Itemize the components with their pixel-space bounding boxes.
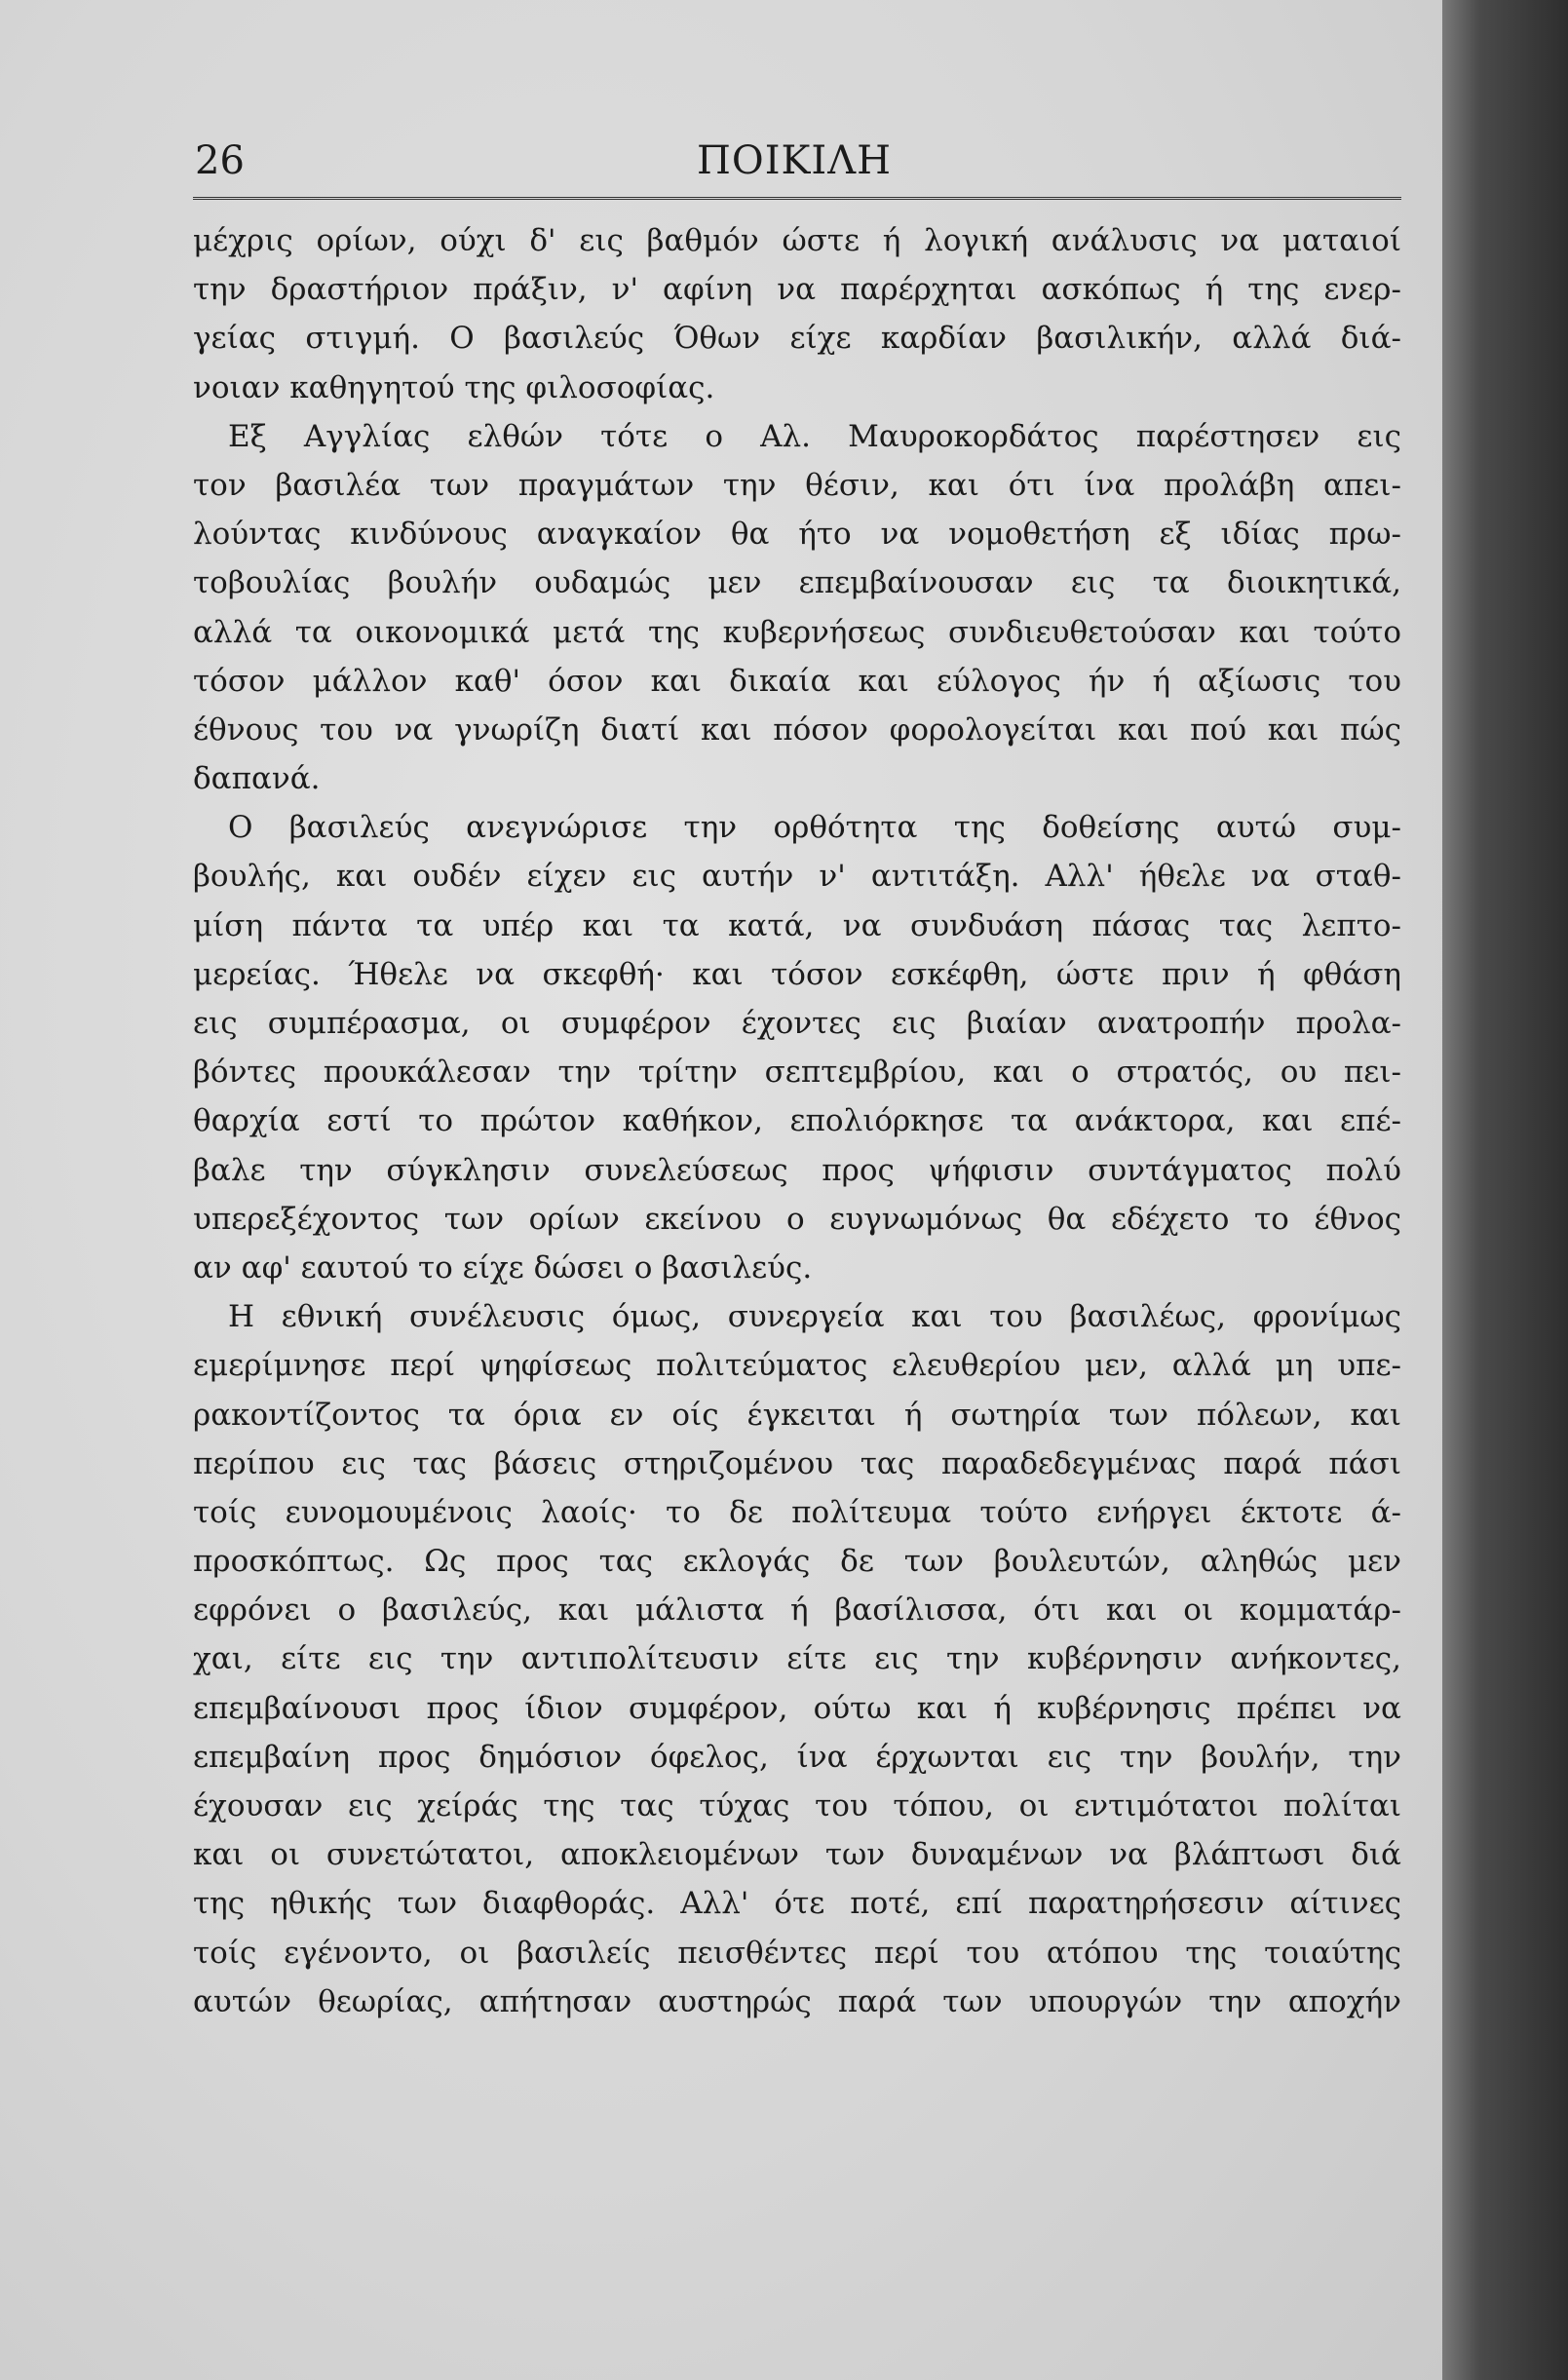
text-line: της ηθικής των διαφθοράς. Αλλ' ότε ποτέ, επί παρατηρήσεσιν αίτινες — [193, 1886, 1401, 1922]
text-line: αυτών θεωρίας, απήτησαν αυστηρώς παρά των υπουργών την αποχήν — [193, 1983, 1401, 2019]
header-rule — [193, 193, 1401, 200]
text-line: τοίς ευνομουμένοις λαοίς· το δε πολίτευμα τούτο ενήργει έκτοτε ά- — [193, 1494, 1401, 1530]
text-line: γείας στιγμή. Ο βασιλεύς Όθων είχε καρδίαν βασιλικήν, αλλά διά- — [193, 321, 1401, 357]
text-line: νοιαν καθηγητού της φιλοσοφίας. — [193, 369, 715, 405]
text-line: θαρχία εστί το πρώτον καθήκον, επολιόρκησε τα ανάκτορα, και επέ- — [193, 1103, 1401, 1139]
text-line: Εξ Αγγλίας ελθών τότε ο Αλ. Μαυροκορδάτος παρέστησεν εις — [228, 418, 1401, 454]
text-line: βαλε την σύγκλησιν συνελεύσεως προς ψήφισιν συντάγματος πολύ — [193, 1152, 1401, 1188]
text-line: αλλά τα οικονομικά μετά της κυβερνήσεως συνδιευθετούσαν και τούτο — [193, 614, 1401, 650]
text-line: αν αφ' εαυτού το είχε δώσει ο βασιλεύς. — [193, 1249, 813, 1286]
running-head — [195, 132, 1394, 190]
text-line: Ο βασιλεύς ανεγνώρισε την ορθότητα της δοθείσης αυτώ συμ- — [228, 810, 1401, 846]
text-line: ρακοντίζοντος τα όρια εν οίς έγκειται ή σωτηρία των πόλεων, και — [193, 1397, 1401, 1433]
text-line: βουλής, και ουδέν είχεν εις αυτήν ν' αντιτάξη. Αλλ' ήθελε να σταθ- — [193, 859, 1401, 895]
text-line: έχουσαν εις χείράς της τας τύχας του τόπου, οι εντιμότατοι πολίται — [193, 1788, 1401, 1823]
text-line: τόσον μάλλον καθ' όσον και δικαία και εύλογος ήν ή αξίωσις του — [193, 663, 1401, 699]
text-line: προσκόπτως. Ως προς τας εκλογάς δε των βουλευτών, αληθώς μεν — [193, 1544, 1401, 1580]
text-line: μέχρις ορίων, ούχι δ' εις βαθμόν ώστε ή λογική ανάλυσις να ματαιοί — [193, 223, 1401, 258]
text-line: μερείας. Ήθελε να σκεφθή· και τόσον εσκέφθη, ώστε πριν ή φθάση — [193, 956, 1401, 992]
book-gutter — [1442, 0, 1568, 2380]
text-line: επεμβαίνη προς δημόσιον όφελος, ίνα έρχωνται εις την βουλήν, την — [193, 1739, 1401, 1775]
text-line: τοίς εγένοντο, οι βασιλείς πεισθέντες περί του ατόπου της τοιαύτης — [193, 1935, 1401, 1971]
text-line: βόντες προυκάλεσαν την τρίτην σεπτεμβρίου, και ο στρατός, ου πει- — [193, 1055, 1401, 1091]
body-text — [193, 216, 1401, 2026]
running-title: ΠΟΙΚΙΛΗ — [697, 138, 892, 183]
text-line: Η εθνική συνέλευσις όμως, συνεργεία και του βασιλέως, φρονίμως — [228, 1299, 1401, 1335]
text-line: εις συμπέρασμα, οι συμφέρον έχοντες εις βιαίαν ανατροπήν προλα- — [193, 1006, 1401, 1041]
text-line: τοβουλίας βουλήν ουδαμώς μεν επεμβαίνουσαν εις τα διοικητικά, — [193, 565, 1401, 601]
text-line: εμερίμνησε περί ψηφίσεως πολιτεύματος ελευθερίου μεν, αλλά μη υπε- — [193, 1348, 1401, 1384]
text-line: χαι, είτε εις την αντιπολίτευσιν είτε εις την κυβέρνησιν ανήκοντες, — [193, 1641, 1401, 1677]
text-line: υπερεξέχοντος των ορίων εκείνου ο ευγνωμόνως θα εδέχετο το έθνος — [193, 1201, 1401, 1237]
text-line: περίπου εις τας βάσεις στηριζομένου τας παραδεδεγμένας παρά πάσι — [193, 1445, 1401, 1481]
text-line: λούντας κινδύνους αναγκαίον θα ήτο να νομοθετήση εξ ιδίας πρω- — [193, 517, 1401, 553]
text-line: έθνους του να γνωρίζη διατί και πόσον φορολογείται και πού και πώς — [193, 711, 1401, 748]
text-line: επεμβαίνουσι προς ίδιον συμφέρον, ούτω και ή κυβέρνησις πρέπει να — [193, 1690, 1401, 1726]
text-line: μίση πάντα τα υπέρ και τα κατά, να συνδυάση πάσας τας λεπτο- — [193, 907, 1401, 943]
text-line: εφρόνει ο βασιλεύς, και μάλιστα ή βασίλισσα, ότι και οι κομματάρ- — [193, 1593, 1401, 1629]
text-line: την δραστήριον πράξιν, ν' αφίνη να παρέρχηται ασκόπως ή της ενερ- — [193, 272, 1401, 308]
page-number: 26 — [195, 138, 245, 183]
text-line: και οι συνετώτατοι, αποκλειομένων των δυναμένων να βλάπτωσι διά — [193, 1837, 1401, 1873]
text-line: τον βασιλέα των πραγμάτων την θέσιν, και ότι ίνα προλάβη απει- — [193, 467, 1401, 503]
text-line: δαπανά. — [193, 761, 321, 797]
